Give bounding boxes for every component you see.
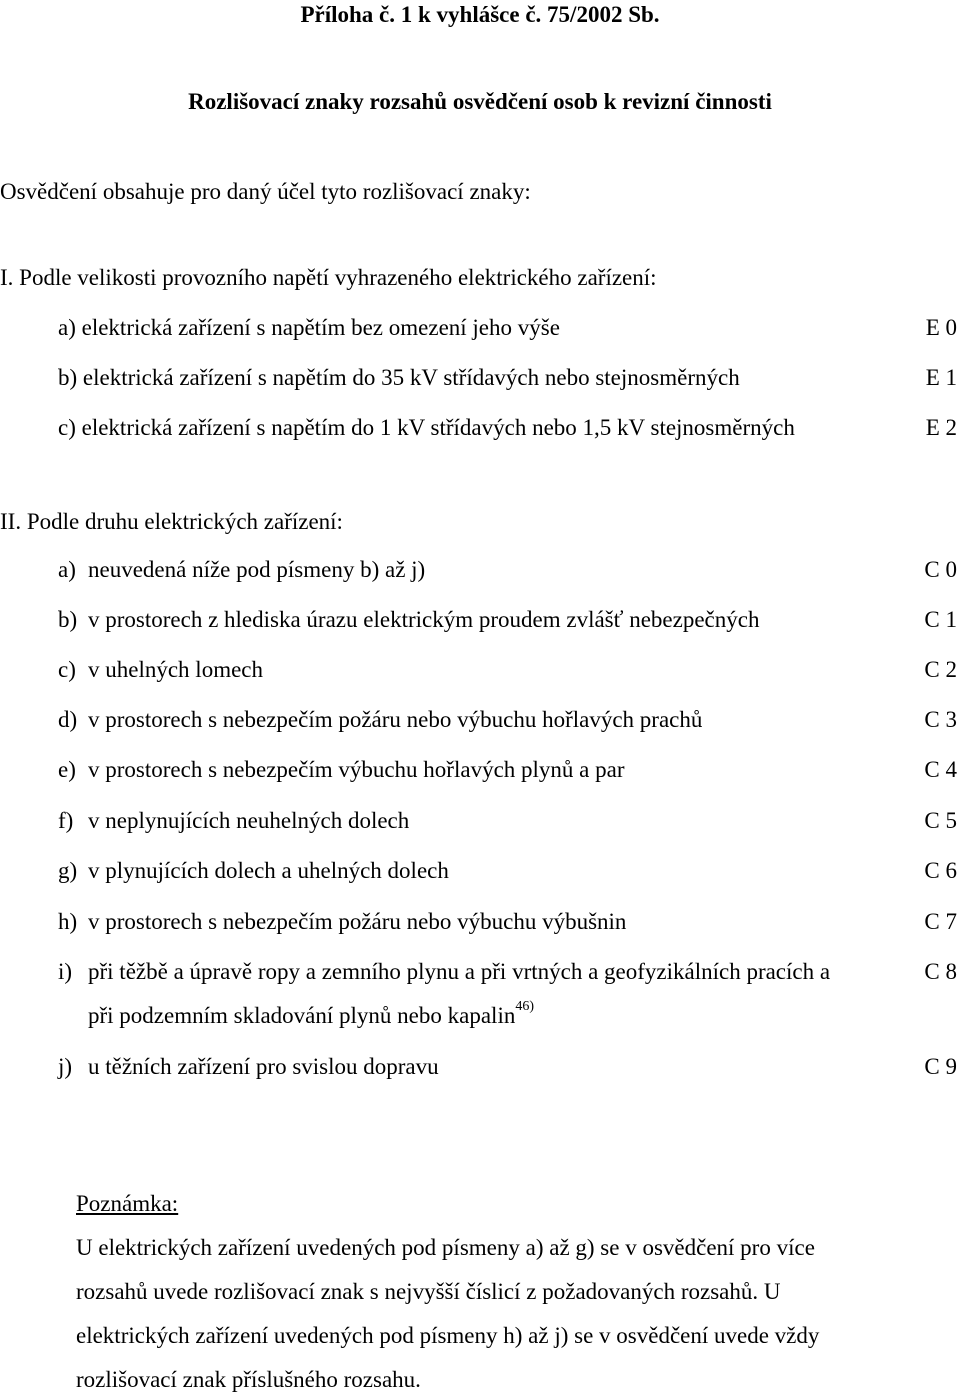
section-2-item-code: C 4 <box>924 757 957 782</box>
section-2-item-code: C 7 <box>924 909 957 934</box>
footnote-marker: 46) <box>515 999 535 1014</box>
section-1-item-code: E 0 <box>925 315 957 340</box>
annex-title: Příloha č. 1 k vyhlášce č. 75/2002 Sb. <box>300 2 660 27</box>
section-1-item-code: E 1 <box>925 365 957 390</box>
section-1-item-text: b) elektrická zařízení s napětím do 35 kV střídavých nebo stejnosměrných <box>58 365 740 390</box>
section-2-item-letter: i) <box>58 959 73 984</box>
section-2-item-code: C 1 <box>924 607 957 632</box>
section-2-item-text: při těžbě a úpravě ropy a zemního plynu a při vrtných a geofyzikálních pracích a <box>88 959 831 984</box>
section-2-item-letter: e) <box>58 757 76 782</box>
note-line: rozsahů uvede rozlišovací znak s nejvyšší číslicí z požadovaných rozsahů. U <box>76 1279 781 1304</box>
section-2-item-text: v neplynujících neuhelných dolech <box>88 808 410 833</box>
section-2-item-letter: a) <box>58 557 76 582</box>
note-line: rozlišovací znak příslušného rozsahu. <box>76 1367 421 1392</box>
main-title: Rozlišovací znaky rozsahů osvědčení osob k revizní činnosti <box>188 89 772 114</box>
section-2-item-code: C 0 <box>924 557 957 582</box>
section-2-item-text: v prostorech s nebezpečím požáru nebo výbuchu výbušnin <box>88 909 627 934</box>
section-2-item-text: v plynujících dolech a uhelných dolech <box>88 858 449 883</box>
section-2-heading: II. Podle druhu elektrických zařízení: <box>0 509 343 534</box>
section-2-item-text: v prostorech s nebezpečím výbuchu hořlavých plynů a par <box>88 757 625 782</box>
section-2-item-text: u těžních zařízení pro svislou dopravu <box>88 1054 439 1079</box>
section-1-item-text: a) elektrická zařízení s napětím bez omezení jeho výše <box>58 315 560 340</box>
section-2-item-letter: d) <box>58 707 78 732</box>
note-line: U elektrických zařízení uvedených pod písmeny a) až g) se v osvědčení pro více <box>76 1235 815 1260</box>
section-2-item-code: C 9 <box>924 1054 957 1079</box>
section-2-item-code: C 6 <box>924 858 957 883</box>
section-2-item-letter: j) <box>58 1054 73 1079</box>
intro-text: Osvědčení obsahuje pro daný účel tyto rozlišovací znaky: <box>0 179 531 204</box>
section-1-item-code: E 2 <box>925 415 957 440</box>
section-2-item-letter: g) <box>58 858 78 883</box>
continuation-text: při podzemním skladování plynů nebo kapalin <box>88 1003 516 1028</box>
section-2-item-letter: b) <box>58 607 78 632</box>
section-2-item-code: C 8 <box>924 959 957 984</box>
note-line: elektrických zařízení uvedených pod písmeny h) až j) se v osvědčení uvede vždy <box>76 1323 820 1348</box>
section-2-item-letter: h) <box>58 909 78 934</box>
section-1-item-text: c) elektrická zařízení s napětím do 1 kV střídavých nebo 1,5 kV stejnosměrných <box>58 415 795 440</box>
section-2-item-text: v prostorech z hlediska úrazu elektrickým proudem zvlášť nebezpečných <box>88 607 760 632</box>
section-2-item-letter: c) <box>58 657 76 682</box>
section-2-item-text: v prostorech s nebezpečím požáru nebo výbuchu hořlavých prachů <box>88 707 703 732</box>
section-2-item-code: C 2 <box>924 657 957 682</box>
section-2-item-code: C 3 <box>924 707 957 732</box>
section-2-item-letter: f) <box>58 808 74 833</box>
section-1-heading: I. Podle velikosti provozního napětí vyhrazeného elektrického zařízení: <box>0 265 657 290</box>
note-title: Poznámka: <box>76 1191 179 1216</box>
section-2-item-text-continuation <box>88 999 535 1028</box>
section-2-item-code: C 5 <box>924 808 957 833</box>
section-2-item-text: v uhelných lomech <box>88 657 264 682</box>
section-2-item-text: neuvedená níže pod písmeny b) až j) <box>88 557 426 582</box>
